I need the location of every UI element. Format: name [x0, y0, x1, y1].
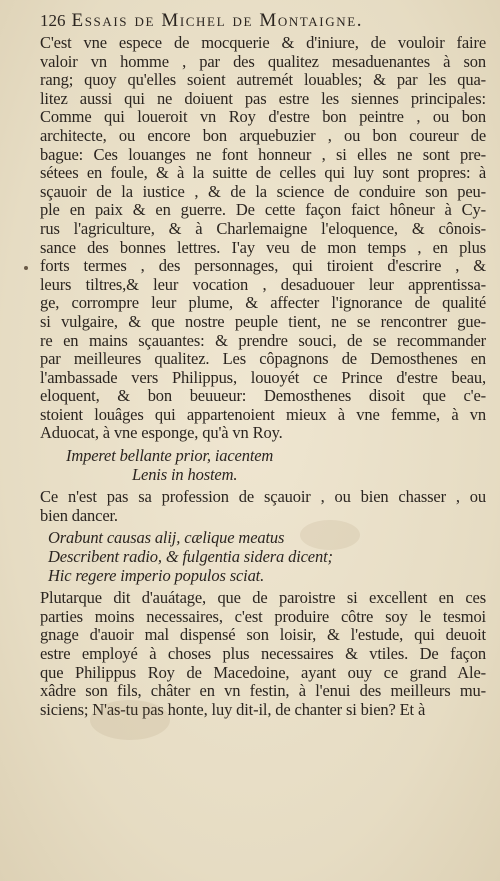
verse-line: Describent radio, & fulgentia sidera dicent;: [48, 548, 333, 567]
text-line: valoir vn homme , par des qualitez mesaduenantes à son: [40, 52, 486, 71]
text-line: Plutarque dit d'auátage, que de paroistre si excellent en ces: [40, 589, 486, 608]
text-line: que Philippus Roy de Macedoine, ayant ouy ce grand Ale-: [40, 663, 486, 682]
running-header: [40, 10, 486, 34]
text-line: ple en paix & en guerre. De cette façon faict hôneur à Cy-: [40, 201, 486, 220]
margin-mark: [24, 266, 28, 270]
text-line: stoient louâges qui appartenoient mieux à vne femme, à vn: [40, 405, 486, 424]
paper-stain: [300, 520, 360, 550]
text-line: par meilleures qualitez. Les côpagnons de Demosthenes en: [40, 350, 486, 369]
text-line: leurs tiltres,& leur vocation , desaduouer leur apprentissa-: [40, 275, 486, 294]
text-line: si vulgaire, & que nostre peuple tient, ne se rencontrer gue-: [40, 312, 486, 331]
verse-line: Imperet bellante prior, iacentem: [66, 447, 274, 466]
text-line: bague: Ces louanges ne font honneur , si elles ne sont pre-: [40, 145, 486, 164]
paper-stain: [90, 700, 170, 740]
text-line: bien dancer.: [40, 506, 118, 525]
text-line: Ce n'est pas sa profession de sçauoir , ou bien chasser , ou: [40, 488, 486, 507]
text-line: forts termes , des personnages, qui tiroient d'escrire , &: [40, 257, 486, 276]
text-line: rang; quoy qu'elles soient autremét louables; & par les qua-: [40, 71, 486, 90]
text-line: parties moins necessaires, c'est produire côtre soy le tesmoi: [40, 607, 486, 626]
text-line: rus l'agriculture, & à Charlemaigne l'eloquence, & cônois-: [40, 219, 486, 238]
text-line: eloquent, & bon beuueur: Demosthenes disoit que c'e-: [40, 387, 486, 406]
page-number: 126: [40, 11, 66, 30]
verse-line: Lenis in hostem.: [132, 465, 238, 484]
verse-line: Orabunt causas alij, cælique meatus: [48, 529, 285, 548]
text-line: Comme qui loueroit vn Roy d'estre bon peintre , ou bon: [40, 108, 486, 127]
latin-verse-1: [40, 447, 486, 484]
text-line: Aduocat, à vne esponge, qu'à vn Roy.: [40, 424, 283, 443]
paragraph-3: [40, 589, 486, 719]
text-line: sçauoir de la iustice , & de la science de conduire son peu-: [40, 182, 486, 201]
text-line: estre employé à choses plus necessaires & vtiles. De façon: [40, 645, 486, 663]
text-line: re en mains sçauantes: & prendre souci, de se recommander: [40, 331, 486, 350]
verse-line: Hic regere imperio populos sciat.: [48, 566, 265, 585]
paragraph-2: [40, 488, 486, 525]
text-line: architecte, ou encore bon arquebuzier , ou bon coureur de: [40, 126, 486, 145]
text-line: xâdre son fils, châter en vn festin, à l'enui des meilleurs mu-: [40, 682, 486, 701]
text-line: l'ambassade vers Philippus, louoyét ce Prince d'estre beau,: [40, 368, 486, 387]
text-line: sétees en foule, & à la suitte de celles qui luy sont propres: à: [40, 164, 486, 183]
paragraph-1: [40, 34, 486, 443]
text-line: litez aussi qui ne doiuent pas estre les siennes principales:: [40, 89, 486, 108]
latin-verse-2: [40, 529, 486, 585]
text-line: siciens; N'as-tu pas honte, luy dit-il, de chanter si bien? Et à: [40, 700, 426, 719]
text-line: ge, corrompre leur plume, & affecter l'ignorance de qualité: [40, 294, 486, 313]
running-title: Essais de Michel de Montaigne.: [71, 10, 364, 31]
text-line: C'est vne espece de mocquerie & d'iniure, de vouloir faire: [40, 34, 486, 52]
text-line: sance des bonnes lettres. I'ay veu de mon temps , en plus: [40, 238, 486, 257]
text-line: gnage d'auoir mal dispensé son loisir, & l'estude, qui deuoit: [40, 626, 486, 645]
